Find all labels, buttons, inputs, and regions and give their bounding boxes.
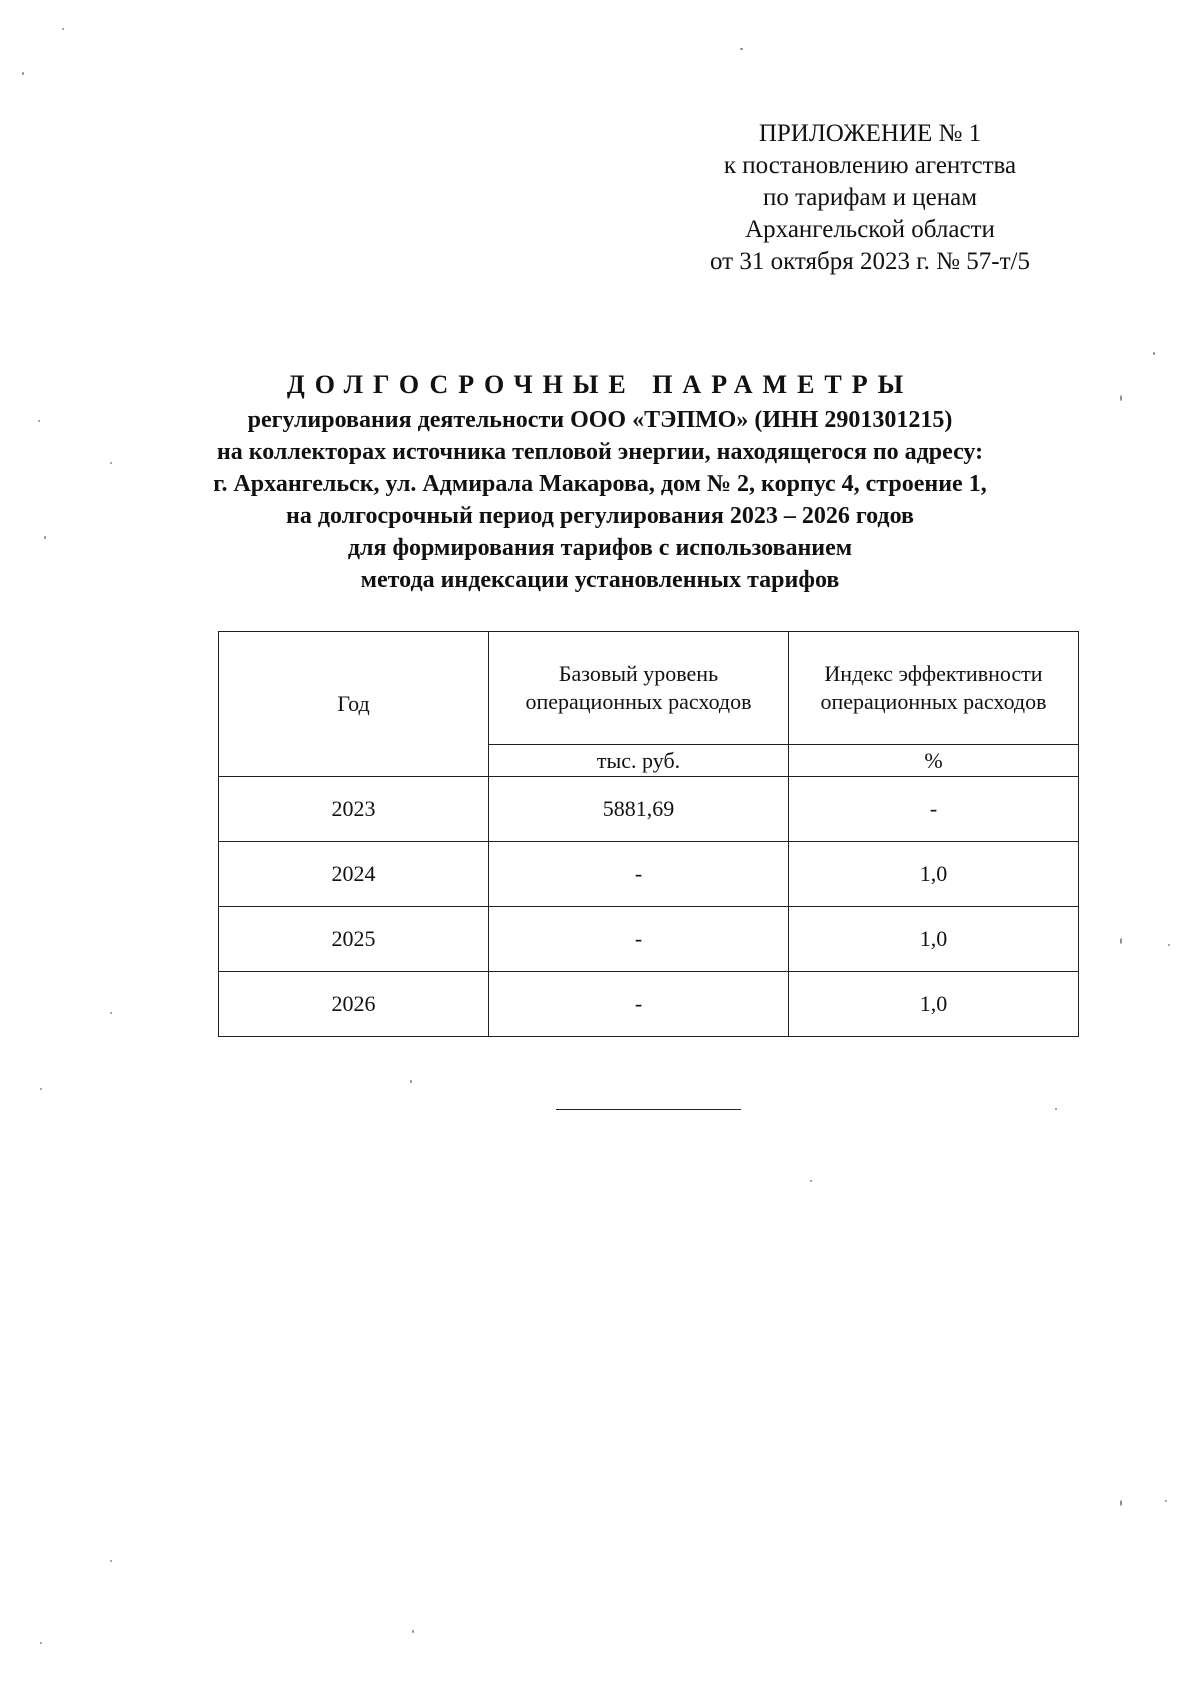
header-efficiency-line1: Индекс эффективности xyxy=(824,661,1043,686)
table-row xyxy=(219,842,1079,907)
scan-speck xyxy=(110,1012,112,1014)
scan-speck xyxy=(1120,938,1122,944)
scan-speck xyxy=(40,1088,42,1090)
title-line-period: на долгосрочный период регулирования 2023 – 2026 годов xyxy=(286,503,914,529)
scan-speck xyxy=(44,536,46,539)
scan-speck xyxy=(1165,1500,1167,1502)
cell-efficiency: 1,0 xyxy=(789,842,1079,907)
scan-speck xyxy=(810,1180,812,1182)
scan-speck xyxy=(412,1630,414,1633)
header-base-level xyxy=(489,632,789,745)
appendix-region: Архангельской области xyxy=(745,216,995,243)
scan-speck xyxy=(1055,1108,1057,1110)
header-efficiency-line2: операционных расходов xyxy=(820,689,1047,714)
scan-speck xyxy=(40,1642,42,1644)
table-row xyxy=(219,777,1079,842)
title-line-organization: регулирования деятельности ООО «ТЭПМО» (ИНН 2901301215) xyxy=(247,407,953,433)
scan-speck xyxy=(62,28,64,30)
parameters-table xyxy=(218,631,1079,1037)
appendix-resolution-ref: к постановлению агентства xyxy=(723,152,1017,179)
cell-year: 2024 xyxy=(219,842,489,907)
appendix-number: ПРИЛОЖЕНИЕ № 1 xyxy=(758,120,982,147)
title-line-location: на коллекторах источника тепловой энергии, находящегося по адресу: xyxy=(216,439,984,465)
header-base-level-line2: операционных расходов xyxy=(525,689,752,714)
header-base-level-line1: Базовый уровень xyxy=(558,661,719,686)
header-year-label: Год xyxy=(337,691,370,716)
scan-speck xyxy=(38,420,40,422)
header-efficiency-index xyxy=(789,632,1079,745)
appendix-date-number: от 31 октября 2023 г. № 57-т/5 xyxy=(710,248,1030,275)
cell-year: 2023 xyxy=(219,777,489,842)
unit-efficiency: % xyxy=(789,745,1079,777)
unit-base-level: тыс. руб. xyxy=(489,745,789,777)
title-line-address: г. Архангельск, ул. Адмирала Макарова, дом № 2, корпус 4, строение 1, xyxy=(213,471,987,497)
cell-base-level: - xyxy=(489,842,789,907)
scan-speck xyxy=(1120,1500,1122,1506)
cell-year: 2025 xyxy=(219,907,489,972)
cell-efficiency: 1,0 xyxy=(789,907,1079,972)
header-year xyxy=(219,632,489,777)
scan-speck xyxy=(22,72,24,75)
scan-speck xyxy=(1120,395,1122,401)
cell-base-level: 5881,69 xyxy=(489,777,789,842)
title-line-method: метода индексации установленных тарифов xyxy=(360,567,840,593)
scan-speck xyxy=(410,1080,412,1083)
closing-divider xyxy=(556,1109,741,1110)
scan-speck xyxy=(1168,944,1170,946)
cell-efficiency: 1,0 xyxy=(789,972,1079,1037)
title-line-purpose: для формирования тарифов с использованием xyxy=(347,535,853,561)
scan-speck xyxy=(110,462,112,464)
table-row xyxy=(219,907,1079,972)
document-title-block xyxy=(140,368,1060,596)
cell-base-level: - xyxy=(489,907,789,972)
cell-year: 2026 xyxy=(219,972,489,1037)
cell-efficiency: - xyxy=(789,777,1079,842)
scan-speck xyxy=(110,1560,112,1562)
cell-base-level: - xyxy=(489,972,789,1037)
document-title: ДОЛГОСРОЧНЫЕ ПАРАМЕТРЫ xyxy=(286,370,914,399)
scan-speck xyxy=(1153,352,1155,355)
table-header-row xyxy=(219,632,1079,745)
scan-speck xyxy=(740,48,743,50)
appendix-header xyxy=(660,118,1080,278)
appendix-agency: по тарифам и ценам xyxy=(762,184,978,211)
table-row xyxy=(219,972,1079,1037)
